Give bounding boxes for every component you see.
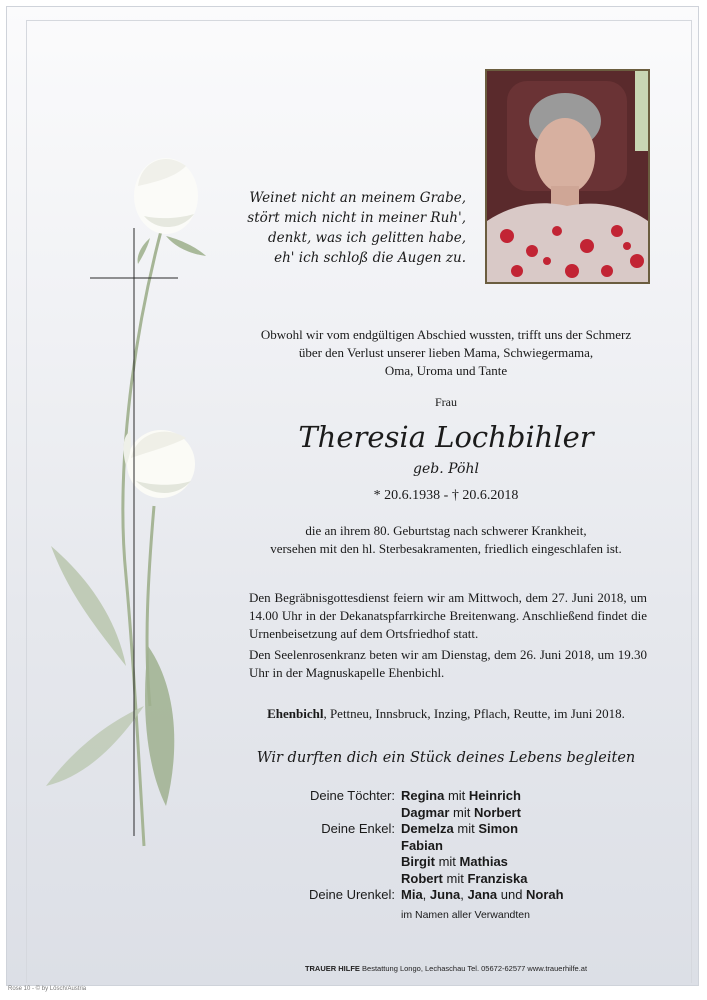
family-row: Demelza mit Simon	[401, 821, 519, 836]
intro-line: Obwohl wir vom endgültigen Abschied wussten, trifft uns der Schmerz	[260, 327, 632, 342]
rose-cross-illustration	[26, 146, 226, 906]
portrait-photo	[485, 69, 650, 284]
verse-line: denkt, was ich gelitten habe,	[268, 230, 466, 246]
verse-line: eh' ich schloß die Augen zu.	[274, 250, 466, 266]
born-name: geb. Pöhl	[413, 461, 479, 477]
family-row: Mia, Juna, Jana und Norah	[401, 887, 564, 902]
family-row: Fabian	[401, 837, 443, 853]
great-grandchildren-label: Deine Urenkel:	[309, 887, 395, 902]
family-names	[401, 788, 661, 923]
places-rest: , Pettneu, Innsbruck, Inzing, Pflach, Reutte, im Juni 2018.	[323, 706, 625, 721]
intro-line: über den Verlust unserer lieben Mama, Schwiegermama,	[298, 345, 594, 360]
verse-line: Weinet nicht an meinem Grabe,	[249, 190, 466, 206]
footer-brand: TRAUER HILFE	[304, 964, 360, 973]
family-row: Dagmar mit Norbert	[401, 804, 521, 820]
deceased-name: Theresia Lochbihler	[298, 420, 594, 454]
intro-text	[226, 326, 666, 380]
parte-card	[6, 6, 699, 986]
footer	[226, 964, 666, 973]
death-text	[226, 522, 666, 558]
footer-info: Bestattung Longo, Lechaschau Tel. 05672-62577 www.trauerhilfe.at	[359, 964, 588, 973]
intro-line: Oma, Uroma und Tante	[384, 363, 508, 378]
rose-credit: Rose 10 - © by Lösch/Austria	[8, 986, 87, 992]
relatives-line: im Namen aller Verwandten	[401, 908, 530, 921]
family-row: Regina mit Heinrich	[401, 788, 521, 803]
verse	[216, 188, 466, 268]
grandchildren-label: Deine Enkel:	[321, 821, 395, 836]
death-line: die an ihrem 80. Geburtstag nach schwerer Krankheit,	[305, 523, 587, 538]
death-line: versehen mit den hl. Sterbesakramenten, friedlich eingeschlafen ist.	[270, 541, 622, 556]
salutation: Frau	[435, 395, 457, 409]
places-line	[226, 705, 666, 723]
verse-line: stört mich nicht in meiner Ruh',	[247, 210, 466, 226]
rosary-text: Den Seelenrosenkranz beten wir am Dienstag, dem 26. Juni 2018, um 19.30 Uhr in der Magnuskapelle Ehenbichl.	[249, 647, 647, 680]
funeral-text: Den Begräbnisgottesdienst feiern wir am Mittwoch, dem 27. Juni 2018, um 14.00 Uhr in der Dekanatspfarrkirche Breitenwang. Anschließend findet die Urnenbeisetzung auf dem Ortsfriedhof statt.	[249, 590, 647, 641]
daughters-label: Deine Töchter:	[309, 788, 395, 803]
family-row: Robert mit Franziska	[401, 870, 528, 886]
family-labels	[285, 788, 395, 904]
places-bold: Ehenbichl	[267, 706, 324, 721]
family-row: Birgit mit Mathias	[401, 854, 508, 869]
life-dates: * 20.6.1938 - † 20.6.2018	[373, 488, 519, 503]
motto: Wir durften dich ein Stück deines Lebens begleiten	[256, 750, 636, 766]
